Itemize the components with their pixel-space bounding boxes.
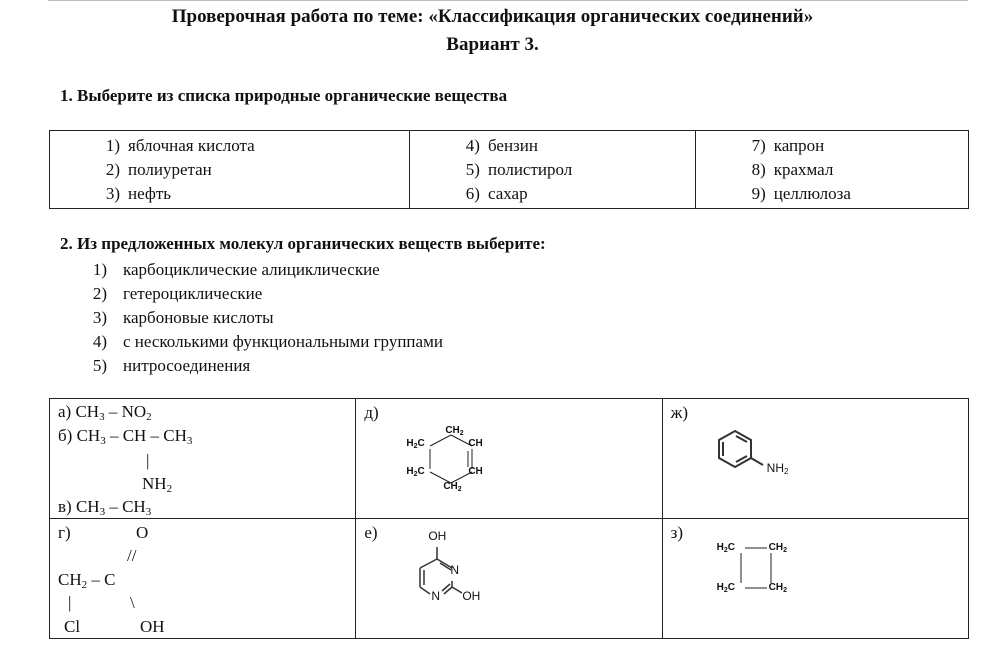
substances-column-1 — [50, 131, 410, 209]
option-item: 2) полиуретан — [105, 160, 212, 179]
molecule-cell-g — [50, 519, 356, 639]
option-item: 1) яблочная кислота — [105, 136, 255, 155]
label-g: г) — [58, 523, 71, 542]
nitrogen-1: N — [450, 563, 459, 577]
bond-bar-cl: | — [68, 593, 72, 612]
atom-h2c-lower: $H_2C$ — [406, 466, 425, 478]
double-bond: // — [127, 546, 137, 565]
molecules-table — [49, 398, 969, 639]
question-2-heading: 2. Из предложенных молекул органических веществ выберите: — [60, 234, 546, 253]
criteria-list — [89, 258, 443, 378]
label-d: д) — [364, 403, 379, 422]
substances-table — [49, 130, 969, 209]
label-zh: ж) — [670, 403, 689, 422]
option-item: 5) полистирол — [465, 160, 573, 179]
atom-h2c-upper: $H_2C$ — [406, 438, 425, 450]
nitrogen-2: N — [431, 589, 440, 603]
option-item: 9) целлюлоза — [751, 184, 851, 203]
formula-a: а) $CH_3 - NO_2$ — [58, 402, 152, 423]
criteria-item: 5) нитросоединения — [92, 356, 251, 375]
page-title: Проверочная работа по теме: «Классификация органических соединений» — [171, 6, 814, 27]
atom-oh: OH — [140, 617, 165, 636]
criteria-item: 3) карбоновые кислоты — [92, 308, 274, 327]
question-1-heading: 1. Выберите из списка природные органические вещества — [60, 86, 508, 105]
option-item: 3) нефть — [105, 184, 172, 203]
atom-ch2-bottom: $CH_2$ — [768, 582, 788, 594]
cyclobutane-ring — [733, 543, 803, 603]
criteria-item: 4) с несколькими функциональными группами — [92, 332, 443, 351]
hydroxy-right: OH — [462, 589, 481, 603]
atom-h2c-top: $H_2C$ — [716, 542, 736, 554]
atom-h2c-bottom: $H_2C$ — [716, 582, 736, 594]
molecule-cell-z — [662, 519, 968, 639]
criteria-item: 2) гетероциклические — [92, 284, 263, 303]
criteria-item: 1) карбоциклические алициклические — [92, 260, 380, 279]
label-z: з) — [670, 523, 684, 542]
formula-b: б) $CH_3$ – CH – $CH_3$ — [58, 426, 193, 447]
hydroxy-top: OH — [428, 529, 447, 543]
amino-group: $NH_2$ — [142, 474, 173, 495]
molecule-cell-zh — [662, 399, 968, 519]
molecule-cell-abv — [50, 399, 356, 519]
atom-ch2-top: $CH_2$ — [445, 425, 464, 437]
molecule-cell-d — [356, 399, 662, 519]
option-item: 8) крахмал — [751, 160, 834, 179]
atom-ch2-top: $CH_2$ — [768, 542, 788, 554]
bond-oh: \ — [130, 593, 135, 612]
atom-o: O — [136, 523, 149, 542]
formula-v: в) $CH_3 - CH_3$ — [58, 497, 152, 518]
substances-column-3 — [695, 131, 968, 209]
label-e: е) — [364, 523, 378, 542]
atom-cl: Cl — [64, 617, 81, 636]
variant-title: Вариант 3. — [446, 34, 539, 55]
top-rule — [48, 0, 968, 1]
atom-ch2-bottom: $CH_2$ — [443, 481, 462, 493]
bond-bar: | — [146, 451, 150, 470]
atom-ch-upper: CH — [468, 438, 483, 449]
atom-ch-lower: CH — [468, 466, 483, 477]
molecule-cell-e — [356, 519, 662, 639]
option-item: 4) бензин — [465, 136, 538, 155]
option-item: 6) сахар — [465, 184, 528, 203]
amino-label: $NH_2$ — [766, 461, 789, 476]
substances-column-2 — [409, 131, 695, 209]
chain-ch2-c: $CH_2$ – C — [58, 570, 116, 591]
option-item: 7) капрон — [751, 136, 825, 155]
